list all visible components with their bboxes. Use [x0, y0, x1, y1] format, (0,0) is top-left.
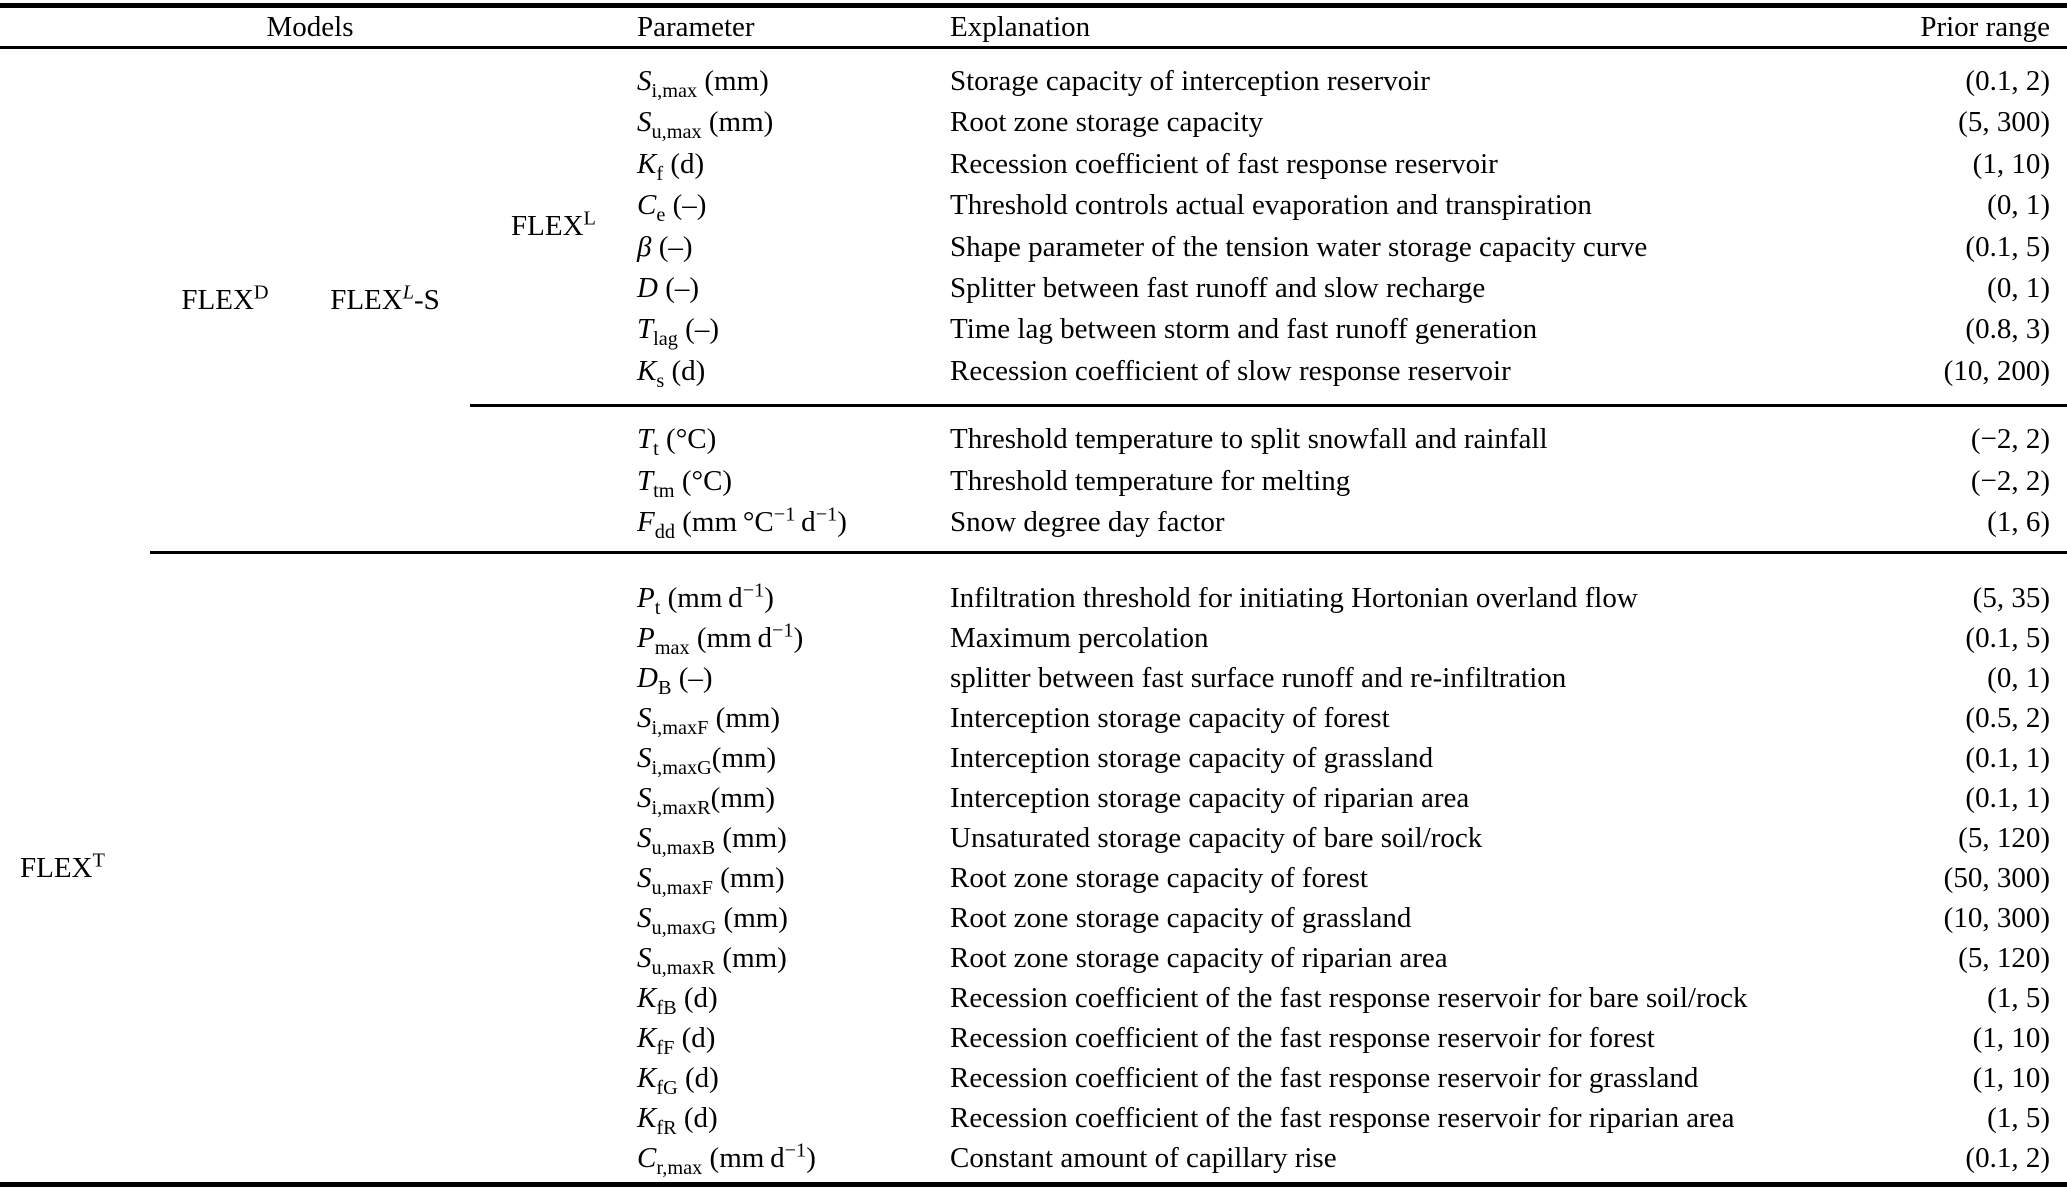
header-spacer: [470, 6, 637, 48]
prior-range-cell: (0, 1): [1987, 189, 2050, 222]
spacer-cell: [150, 553, 637, 1185]
explanation-cell: Maximum percolation: [950, 622, 1209, 655]
parameter-cell: $S_{u,maxR}$ (mm): [637, 942, 787, 980]
prior-range-cell: (0, 1): [1987, 272, 2050, 305]
prior-range-cell: (0.1, 1): [1965, 742, 2050, 775]
parameter-cell: $S_{u,max}$ (mm): [637, 106, 774, 144]
prior-range-cell: (1, 10): [1972, 147, 2050, 180]
explanation-cell: Root zone storage capacity: [950, 106, 1264, 139]
prior-range-cell: (5, 120): [1958, 822, 2050, 855]
parameter-cell: D (–): [637, 272, 700, 305]
prior-range-cell: (10, 300): [1943, 902, 2050, 935]
parameter-cell: $K_{fG}$ (d): [637, 1062, 719, 1100]
parameter-cell: $T_{tm}$ (°C): [637, 464, 733, 502]
table-header: [0, 6, 2067, 48]
explanation-cell: Recession coefficient of the fast response reservoir for grassland: [950, 1062, 1699, 1095]
explanation-cell: Recession coefficient of the fast response reservoir for forest: [950, 1022, 1655, 1055]
parameter-cell: $T_{lag}$ (–): [637, 313, 719, 351]
table-row: [0, 553, 2067, 619]
explanation-cell: Storage capacity of interception reservoir: [950, 65, 1430, 97]
prior-range-cell: (0.1, 2): [1965, 1142, 2050, 1175]
parameter-cell: $S_{u,maxF}$ (mm): [637, 862, 785, 900]
col-header-models: Models: [266, 11, 354, 43]
explanation-cell: Threshold temperature for melting: [950, 464, 1351, 497]
spacer-cell: [0, 48, 150, 553]
prior-range-cell: (0.1, 5): [1965, 230, 2050, 263]
explanation-cell: Time lag between storm and fast runoff generation: [950, 313, 1538, 346]
prior-range-cell: (1, 5): [1987, 982, 2050, 1015]
prior-range-cell: (5, 300): [1958, 106, 2050, 139]
parameter-cell: $T_t$ (°C): [637, 406, 950, 461]
prior-range-cell: (5, 35): [1917, 553, 2067, 619]
model-label-flex-d: $FLEX^D$: [181, 280, 269, 316]
prior-range-cell: (0.8, 3): [1965, 313, 2050, 346]
model-label-flex-l-s: $FLEX^L-S$: [330, 280, 440, 316]
col-header-prior-range: Prior range: [1920, 11, 2050, 43]
explanation-cell: Interception storage capacity of forest: [950, 702, 1390, 735]
parameter-cell: $K_f$ (d): [637, 147, 705, 185]
explanation-cell: Recession coefficient of slow response reservoir: [950, 354, 1511, 387]
prior-range-cell: (5, 120): [1958, 942, 2050, 975]
parameter-cell: $K_{fF}$ (d): [637, 1022, 716, 1060]
prior-range-cell: (1, 10): [1972, 1022, 2050, 1055]
explanation-cell: Recession coefficient of the fast response reservoir for bare soil/rock: [950, 982, 1748, 1015]
prior-range-cell: (0.5, 2): [1965, 702, 2050, 735]
prior-range-cell: (0, 1): [1987, 662, 2050, 695]
prior-range-cell: (0.1, 5): [1965, 622, 2050, 655]
parameter-cell: $D_B$ (–): [637, 662, 713, 700]
parameter-cell: $S_{i,maxG}(mm)$: [637, 742, 777, 780]
explanation-cell: Threshold temperature to split snowfall and rainfall: [950, 406, 1917, 461]
explanation-cell: Root zone storage capacity of grassland: [950, 902, 1412, 935]
explanation-cell: Shape parameter of the tension water storage capacity curve: [950, 230, 1648, 263]
parameter-cell: $K_{fB}$ (d): [637, 982, 718, 1020]
prior-range-cell: (1, 6): [1987, 506, 2050, 539]
model-label-flex-t: $FLEX^T$: [20, 849, 105, 884]
parameter-cell: $K_s$ (d): [637, 354, 706, 392]
prior-range-cell: (1, 10): [1972, 1062, 2050, 1095]
parameter-cell: $C_{r,max}$ (mm $d^{-1}$): [637, 1139, 816, 1180]
parameter-cell: $S_{i,maxR}(mm)$: [637, 782, 776, 820]
parameter-cell: $S_{u,maxG}$ (mm): [637, 902, 788, 940]
prior-range-cell: (−2, 2): [1917, 406, 2067, 461]
parameter-cell: $S_{i,max}$ (mm): [637, 65, 769, 102]
explanation-cell: splitter between fast surface runoff and re-infiltration: [950, 662, 1567, 695]
prior-range-cell: (50, 300): [1943, 862, 2050, 895]
parameter-cell: $F_{dd}$ (mm $^\circ C^{-1}$ $d^{-1}$): [637, 503, 847, 543]
header-row: [0, 6, 2067, 48]
explanation-cell: Splitter between fast runoff and slow recharge: [950, 272, 1486, 305]
col-header-explanation: Explanation: [950, 11, 1091, 43]
table-body: [0, 48, 2067, 1185]
prior-range-cell: (−2, 2): [1970, 464, 2050, 497]
explanation-cell: Recession coefficient of fast response reservoir: [950, 147, 1498, 180]
parameter-cell: $P_t$ (mm $d^{-1}$): [637, 553, 950, 619]
explanation-cell: Interception storage capacity of grassland: [950, 742, 1434, 775]
parameter-cell: $C_e$ (–): [637, 189, 707, 227]
header-spacer: [0, 6, 150, 48]
parameter-cell: $K_{fR}$ (d): [637, 1102, 718, 1140]
explanation-cell: Unsaturated storage capacity of bare soil/rock: [950, 822, 1483, 855]
prior-range-cell: (0.1, 2): [1965, 65, 2050, 97]
col-header-parameter: Parameter: [637, 11, 755, 43]
explanation-cell: Recession coefficient of the fast response reservoir for riparian area: [950, 1102, 1735, 1135]
table-row: [0, 48, 2067, 103]
prior-range-cell: (0.1, 1): [1965, 782, 2050, 815]
explanation-cell: Snow degree day factor: [950, 506, 1225, 539]
explanation-cell: Threshold controls actual evaporation and transpiration: [950, 189, 1592, 222]
explanation-cell: Root zone storage capacity of riparian area: [950, 942, 1448, 975]
parameter-cell: β (–): [637, 230, 693, 263]
parameter-cell: $S_{u,maxB}$ (mm): [637, 822, 787, 860]
prior-range-cell: (10, 200): [1943, 354, 2050, 387]
model-label-flex-l: $FLEX^L$: [511, 207, 596, 242]
prior-range-cell: (1, 5): [1987, 1102, 2050, 1135]
parameter-cell: $S_{i,maxF}$ (mm): [637, 702, 781, 740]
parameter-table: [0, 3, 2067, 1187]
explanation-cell: Infiltration threshold for initiating Hortonian overland flow: [950, 553, 1917, 619]
explanation-cell: Root zone storage capacity of forest: [950, 862, 1368, 895]
parameter-cell: $P_{max}$ (mm $d^{-1}$): [637, 619, 804, 660]
explanation-cell: Constant amount of capillary rise: [950, 1142, 1337, 1175]
explanation-cell: Interception storage capacity of riparian area: [950, 782, 1470, 815]
spacer-cell: [470, 406, 637, 553]
